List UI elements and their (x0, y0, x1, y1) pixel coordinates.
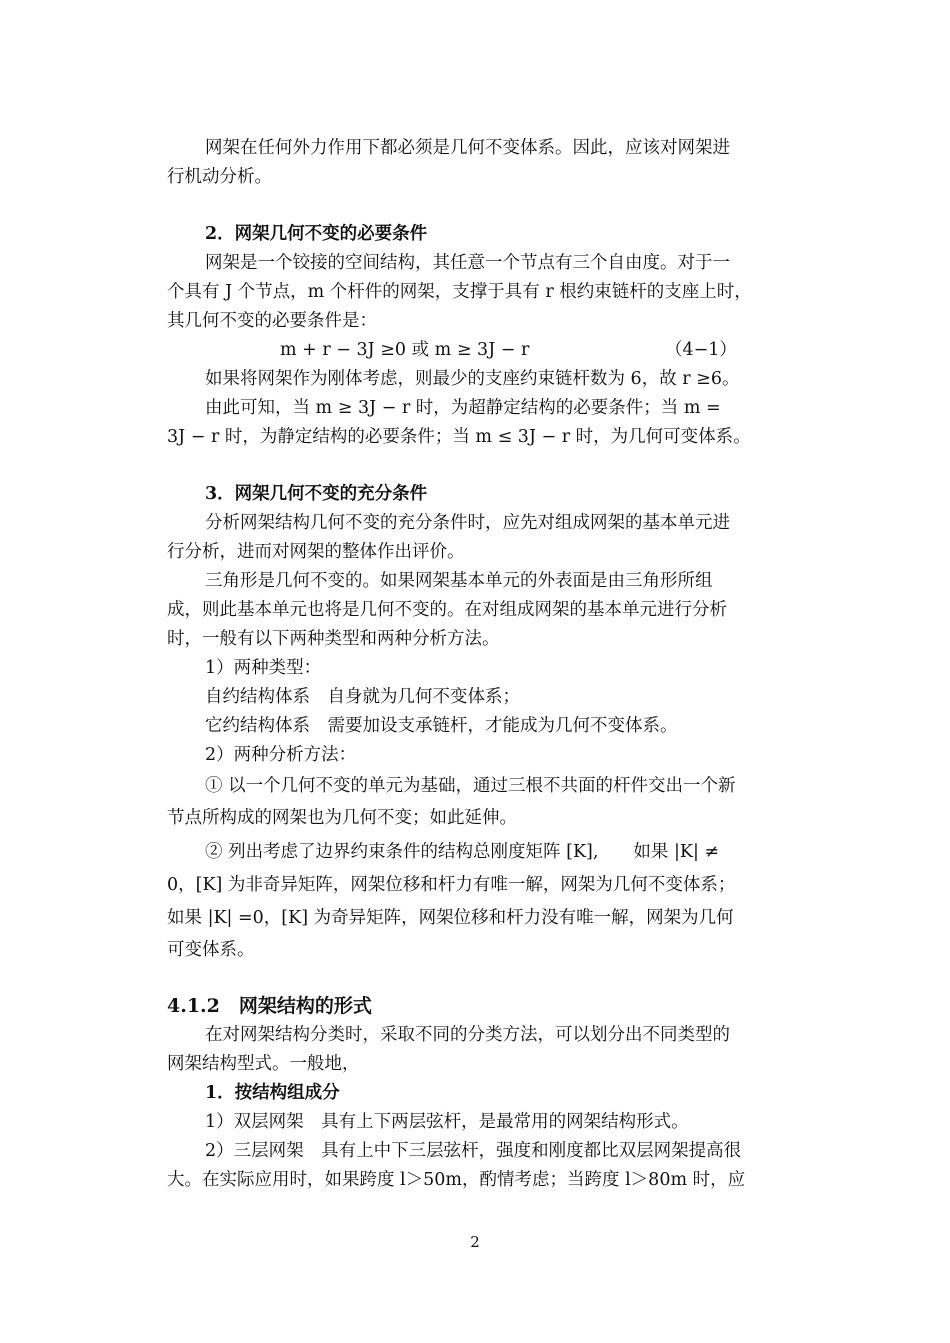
text-line: 节点所构成的网架也为几何不变；如此延伸。 (167, 808, 517, 828)
text-line: 网架是一个铰接的空间结构，其任意一个节点有三个自由度。对于一 (205, 253, 730, 273)
text-line: 其几何不变的必要条件是： (167, 311, 377, 331)
text-line: 在对网架结构分类时，采取不同的分类方法，可以划分出不同类型的 (205, 1025, 730, 1045)
text-line: 时，一般有以下两种类型和两种分析方法。 (167, 629, 500, 649)
heading: 1．按结构组成分 (205, 1083, 340, 1103)
text-line: 3J − r 时，为静定结构的必要条件；当 m ≤ 3J − r 时，为几何可变体系。 (167, 427, 751, 447)
text-line: 个具有 J 个节点，m 个杆件的网架，支撑于具有 r 根约束链杆的支座上时， (167, 282, 752, 302)
text-line: 可变体系。 (167, 940, 255, 960)
text-line: 如果将网架作为刚体考虑，则最少的支座约束链杆数为 6，故 r ≥6。 (205, 369, 740, 389)
heading: 3．网架几何不变的充分条件 (205, 484, 428, 504)
text-line: 大。在实际应用时，如果跨度 l＞50m，酌情考虑；当跨度 l＞80m 时，应 (167, 1170, 746, 1190)
equation-number: （4−1） (665, 340, 737, 360)
text-line: 它约结构体系 需要加设支承链杆，才能成为几何不变体系。 (205, 716, 678, 736)
text-line: 三角形是几何不变的。如果网架基本单元的外表面是由三角形所组 (205, 571, 713, 591)
text-line: 2）两种分析方法： (205, 745, 357, 765)
page-number: 2 (470, 1233, 480, 1251)
text-line: 1）两种类型： (205, 658, 322, 678)
text-line: 成，则此基本单元也将是几何不变的。在对组成网架的基本单元进行分析 (167, 600, 727, 620)
heading: 4.1.2 网架结构的形式 (167, 995, 372, 1017)
text-line: 网架结构型式。一般地， (167, 1054, 360, 1074)
text-line: 2）三层网架 具有上中下三层弦杆，强度和刚度都比双层网架提高很 (205, 1141, 742, 1161)
equation-formula: m + r − 3J ≥0 或 m ≥ 3J − r (280, 340, 530, 360)
text-line: 由此可知，当 m ≥ 3J − r 时，为超静定结构的必要条件；当 m = (205, 398, 721, 418)
text-line: 自约结构体系 自身就为几何不变体系； (205, 687, 520, 707)
text-line: 网架在任何外力作用下都必须是几何不变体系。因此，应该对网架进 (205, 138, 730, 158)
text-line: 如果 |K| =0，[K] 为奇异矩阵，网架位移和杆力没有唯一解，网架为几何 (167, 908, 734, 928)
equation (280, 338, 740, 362)
text-line: 分析网架结构几何不变的充分条件时，应先对组成网架的基本单元进 (205, 513, 730, 533)
text-line: ① 以一个几何不变的单元为基础，通过三根不共面的杆件交出一个新 (205, 776, 736, 796)
text-line: 1）双层网架 具有上下两层弦杆，是最常用的网架结构形式。 (205, 1112, 689, 1132)
text-line: 行机动分析。 (167, 167, 272, 187)
text-line: ② 列出考虑了边界约束条件的结构总刚度矩阵 [K], 如果 |K| ≠ (205, 842, 720, 862)
text-line: 行分析，进而对网架的整体作出评价。 (167, 542, 465, 562)
heading: 2．网架几何不变的必要条件 (205, 224, 428, 244)
text-line: 0，[K] 为非奇异矩阵，网架位移和杆力有唯一解，网架为几何不变体系； (167, 875, 736, 895)
